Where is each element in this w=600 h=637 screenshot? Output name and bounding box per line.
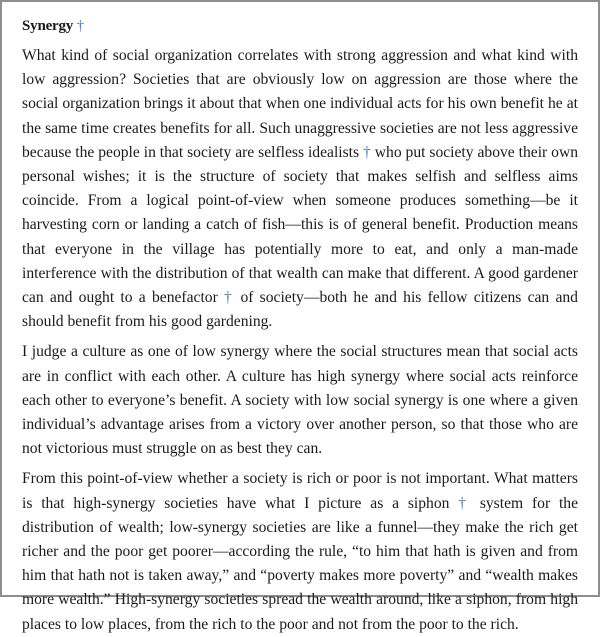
paragraph-text: From this point-of-view whether a society is rich or poor is not important. What matters is that high-synergy societies have what I picture as a siphon xyxy=(22,470,578,512)
glossary-marker-link[interactable]: † xyxy=(363,143,371,161)
heading-title: Synergy xyxy=(22,18,74,34)
paragraph xyxy=(22,44,578,334)
glossary-marker-link[interactable]: † xyxy=(224,289,235,307)
paragraph-text: of society—both he and his fellow citizens can and should benefit from his good gardening. xyxy=(22,289,578,331)
glossary-marker-link[interactable]: † xyxy=(458,494,471,512)
paragraph-text: What kind of social organization correlates with strong aggression and what kind with low aggression? Societies that are obviously low on aggression are those where the social organization brings it about that when one individual acts for his own benefit he at the same time creates benefits for all. Such unaggressive societies are not less aggressive because the people in that society are selfless idealists xyxy=(22,47,578,161)
paragraph-text: who put society above their own personal wishes; it is the structure of society that makes selfish and selfless aims coincide. From a logical point-of-view when someone produces something—be it harvesting corn or landing a catch of fish—this is of general benefit. Production means that everyone in the village has potentially more to eat, and only a man-made interference with the distribution of that wealth can make that different. A good gardener can and ought to a benefactor xyxy=(22,143,579,307)
body-text xyxy=(22,44,578,637)
section-heading xyxy=(22,16,578,36)
paragraph-text: I judge a culture as one of low synergy where the social structures mean that social acts are in conflict with each other. A culture has high synergy where social acts reinforce each other to everyone’s benefit. A society with low social synergy is one where a given individual’s advantage arises from a victory over another person, so that those who are not victorious must struggle on as best they can. xyxy=(22,343,578,458)
paragraph-text: system for the distribution of wealth; low-synergy societies are like a funnel—they make the rich get richer and the poor get poorer—according the rule, “to him that hath is given and from him that hath not is taken away,” and “poverty makes more poverty” and “wealth makes more wealth.” High-synergy societies spread the wealth around, like a siphon, from high places to low places, from the rich to the poor and not from the poor to the rich. xyxy=(22,494,579,633)
paragraph xyxy=(22,467,578,636)
glossary-marker-link[interactable]: † xyxy=(76,18,84,34)
paragraph xyxy=(22,340,578,461)
